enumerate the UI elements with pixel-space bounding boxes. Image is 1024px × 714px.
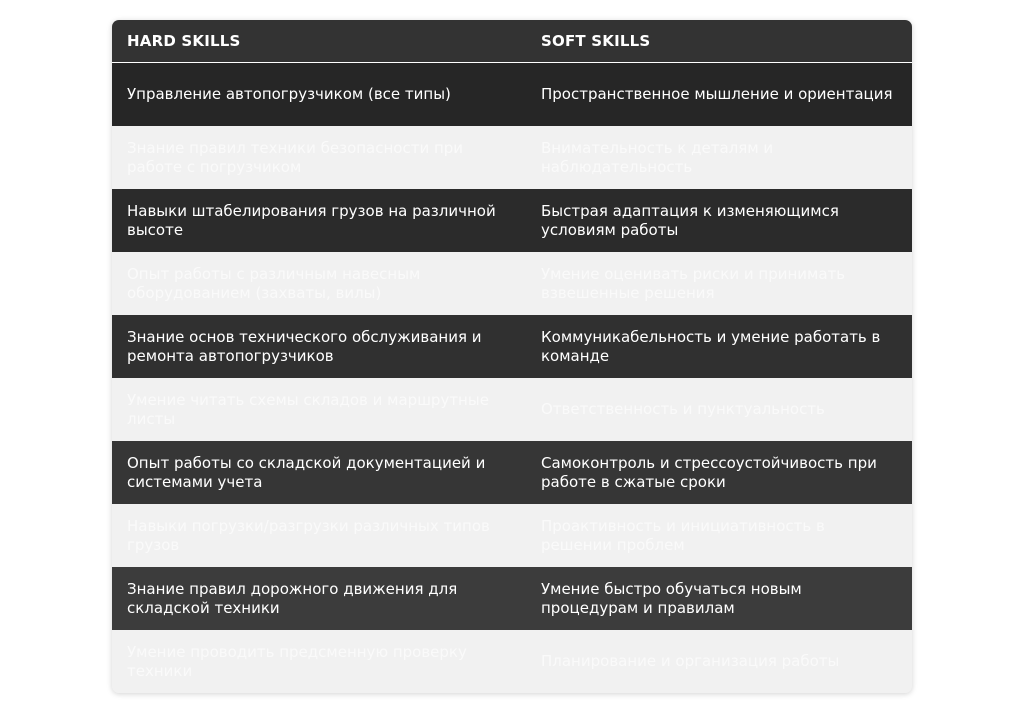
soft-skill-cell: Проактивность и инициативность в решении проблем xyxy=(541,516,825,554)
hard-skill-cell: Опыт работы со складской документацией и системами учета xyxy=(127,453,486,491)
header-soft-skills: SOFT SKILLS xyxy=(541,31,651,50)
table-row xyxy=(112,630,912,693)
table-row xyxy=(112,189,912,252)
soft-skill-cell: Ответственность и пунктуальность xyxy=(541,400,825,418)
hard-skill-cell: Опыт работы с различным навесным оборудованием (захваты, вилы) xyxy=(127,264,421,302)
header-hard-skills: HARD SKILLS xyxy=(127,31,241,50)
table-row xyxy=(112,567,912,630)
soft-skill-cell: Внимательность к деталям и наблюдательность xyxy=(541,138,774,176)
soft-skill-cell: Планирование и организация работы xyxy=(541,652,840,670)
table-row xyxy=(112,378,912,441)
table-row xyxy=(112,315,912,378)
soft-skill-cell: Умение оценивать риски и принимать взвешенные решения xyxy=(541,264,846,302)
table-row xyxy=(112,252,912,315)
soft-skill-cell: Коммуникабельность и умение работать в команде xyxy=(541,327,881,365)
hard-skill-cell: Умение проводить предсменную проверку техники xyxy=(127,642,467,680)
hard-skill-cell: Знание правил дорожного движения для складской техники xyxy=(127,579,458,617)
hard-skill-cell: Навыки погрузки/разгрузки различных типов грузов xyxy=(127,516,490,554)
soft-skill-cell: Умение быстро обучаться новым процедурам и правилам xyxy=(541,579,802,617)
soft-skill-cell: Самоконтроль и стрессоустойчивость при работе в сжатые сроки xyxy=(541,453,877,491)
table-row xyxy=(112,63,912,126)
hard-skill-cell: Знание правил техники безопасности при работе с погрузчиком xyxy=(127,138,464,176)
soft-skill-cell: Пространственное мышление и ориентация xyxy=(541,85,893,103)
soft-skill-cell: Быстрая адаптация к изменяющимся условиям работы xyxy=(541,201,839,239)
hard-skill-cell: Умение читать схемы складов и маршрутные листы xyxy=(127,390,489,428)
hard-skill-cell: Знание основ технического обслуживания и ремонта автопогрузчиков xyxy=(127,327,482,365)
table-row xyxy=(112,126,912,189)
table-header xyxy=(112,20,912,63)
table-row xyxy=(112,504,912,567)
table-row xyxy=(112,441,912,504)
hard-skill-cell: Навыки штабелирования грузов на различной высоте xyxy=(127,201,496,239)
skills-table xyxy=(112,20,912,693)
hard-skill-cell: Управление автопогрузчиком (все типы) xyxy=(127,85,451,103)
